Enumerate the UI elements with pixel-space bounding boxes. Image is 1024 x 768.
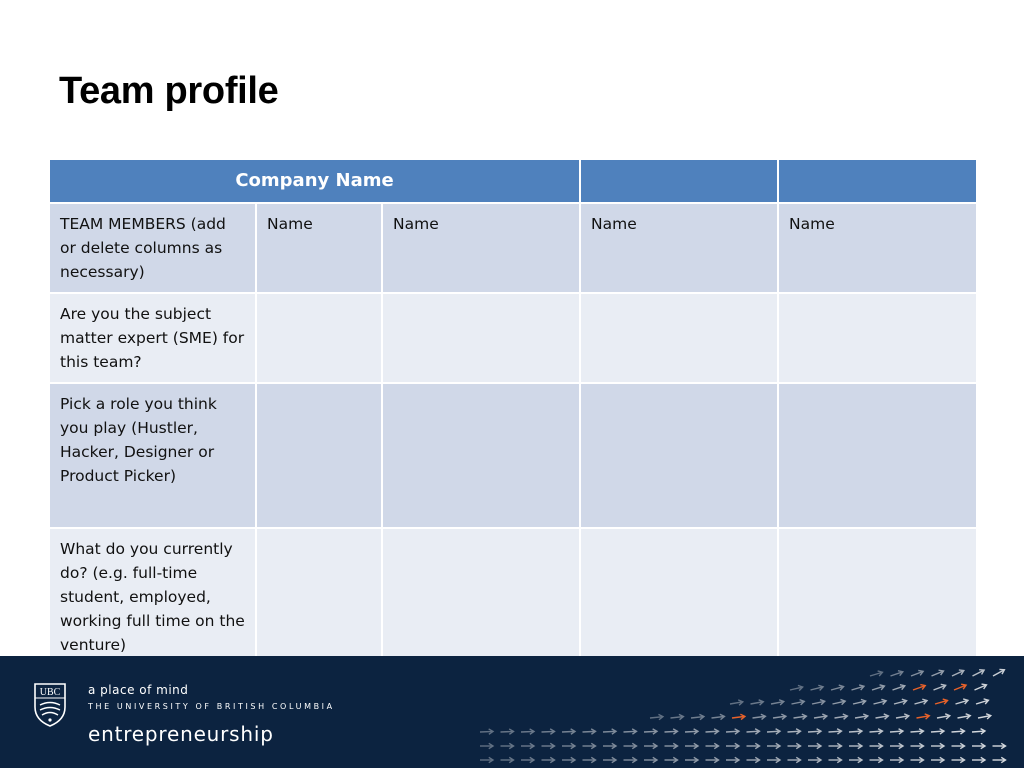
arrow-mark xyxy=(870,743,883,748)
arrow-mark xyxy=(812,700,825,705)
arrow-mark xyxy=(931,743,944,748)
arrow-mark xyxy=(747,757,760,762)
arrow-mark xyxy=(808,729,821,734)
arrow-mark xyxy=(993,669,1004,676)
arrow-mark xyxy=(562,743,575,748)
answer-cell[interactable] xyxy=(580,383,778,528)
arrow-mark xyxy=(917,714,930,719)
arrow-mark xyxy=(583,743,596,748)
arrow-mark xyxy=(893,685,905,690)
arrow-mark xyxy=(665,729,678,734)
arrow-mark xyxy=(934,684,946,690)
arrow-mark xyxy=(542,757,555,762)
arrow-mark xyxy=(685,757,698,762)
arrow-mark xyxy=(480,743,493,748)
arrow-mark xyxy=(726,743,739,748)
arrow-mark xyxy=(952,670,964,676)
arrow-mark xyxy=(975,684,987,690)
arrow-mark xyxy=(644,757,657,762)
company-name-header[interactable]: Company Name xyxy=(49,159,580,203)
arrow-mark xyxy=(753,714,766,719)
arrow-mark xyxy=(583,729,596,734)
arrow-mark xyxy=(808,743,821,748)
arrow-mark xyxy=(891,671,903,676)
arrow-mark xyxy=(913,685,925,690)
arrow-mark xyxy=(894,699,907,704)
arrow-mark xyxy=(732,714,745,719)
answer-cell[interactable] xyxy=(256,383,382,528)
arrow-mark xyxy=(932,670,944,676)
arrow-mark xyxy=(501,729,514,734)
arrow-mark xyxy=(685,729,698,734)
arrow-mark xyxy=(874,699,887,704)
arrow-mark xyxy=(890,729,903,734)
arrow-mark xyxy=(747,729,760,734)
arrow-mark xyxy=(480,757,493,762)
arrow-mark xyxy=(790,685,803,690)
arrow-mark xyxy=(542,729,555,734)
member-name-cell[interactable]: Name xyxy=(256,203,382,293)
row-label: What do you currently do? (e.g. full-time student, employed, working full time on the venture) xyxy=(49,528,256,666)
arrow-mark xyxy=(829,757,842,762)
arrow-mark xyxy=(890,757,903,762)
arrow-mark xyxy=(829,729,842,734)
arrow-mark xyxy=(911,757,924,762)
arrow-mark xyxy=(972,757,985,762)
arrow-mark xyxy=(993,743,1006,748)
arrow-mark xyxy=(562,729,575,734)
member-name-cell[interactable]: Name xyxy=(778,203,977,293)
answer-cell[interactable] xyxy=(580,293,778,383)
arrow-mark xyxy=(480,729,493,734)
row-label: TEAM MEMBERS (add or delete columns as necessary) xyxy=(49,203,256,293)
arrow-mark xyxy=(603,729,616,734)
ubc-footer-band xyxy=(0,656,1024,768)
answer-cell[interactable] xyxy=(382,383,580,528)
answer-cell[interactable] xyxy=(382,293,580,383)
arrow-mark xyxy=(767,757,780,762)
arrow-mark xyxy=(624,743,637,748)
arrow-mark xyxy=(767,729,780,734)
arrow-mark xyxy=(603,757,616,762)
arrow-mark xyxy=(896,714,909,719)
arrow-mark xyxy=(671,714,684,719)
ubc-crest-logo xyxy=(33,683,67,727)
arrow-mark xyxy=(583,757,596,762)
university-name: THE UNIVERSITY OF BRITISH COLUMBIA xyxy=(88,702,335,711)
arrow-mark xyxy=(915,699,928,704)
arrow-mark xyxy=(665,743,678,748)
arrow-mark xyxy=(937,714,950,719)
arrow-mark xyxy=(712,714,725,719)
arrow-mark xyxy=(833,699,846,704)
arrow-mark xyxy=(956,699,968,704)
arrow-mark xyxy=(771,700,784,705)
arrow-mark xyxy=(872,685,884,690)
arrow-mark xyxy=(976,699,988,704)
answer-cell[interactable] xyxy=(778,528,977,666)
arrow-mark xyxy=(788,729,801,734)
answer-cell[interactable] xyxy=(256,528,382,666)
arrow-mark xyxy=(954,684,966,690)
arrow-mark xyxy=(931,757,944,762)
arrow-mark xyxy=(890,743,903,748)
arrow-mark xyxy=(706,743,719,748)
row-label: Are you the subject matter expert (SME) for this team? xyxy=(49,293,256,383)
arrow-mark xyxy=(911,670,923,676)
arrow-mark xyxy=(644,743,657,748)
arrow-mark xyxy=(808,757,821,762)
arrow-mark xyxy=(829,743,842,748)
arrow-mark xyxy=(794,714,807,719)
tagline: a place of mind xyxy=(88,683,189,697)
answer-cell[interactable] xyxy=(382,528,580,666)
member-name-cell[interactable]: Name xyxy=(382,203,580,293)
answer-cell[interactable] xyxy=(778,293,977,383)
crest-text: UBC xyxy=(39,687,61,698)
arrow-mark xyxy=(849,757,862,762)
decorative-arrows xyxy=(470,656,1024,768)
arrow-mark xyxy=(706,757,719,762)
arrow-mark xyxy=(650,714,663,719)
header-cell[interactable] xyxy=(580,159,778,203)
arrow-mark xyxy=(792,700,805,705)
arrow-mark xyxy=(876,714,889,719)
arrow-mark xyxy=(853,699,866,704)
slide-title: Team profile xyxy=(59,70,279,112)
table-header-row xyxy=(49,159,977,203)
arrow-mark xyxy=(501,757,514,762)
answer-cell[interactable] xyxy=(256,293,382,383)
arrow-mark xyxy=(935,699,948,704)
arrow-mark xyxy=(685,743,698,748)
answer-cell[interactable] xyxy=(778,383,977,528)
arrow-mark xyxy=(849,743,862,748)
arrow-mark xyxy=(973,670,985,676)
arrow-mark xyxy=(952,743,965,748)
arrow-mark xyxy=(521,757,534,762)
arrow-mark xyxy=(952,757,965,762)
header-cell[interactable] xyxy=(778,159,977,203)
member-name-cell[interactable]: Name xyxy=(580,203,778,293)
arrow-mark xyxy=(978,714,991,719)
arrow-mark xyxy=(730,700,743,705)
arrow-mark xyxy=(972,729,985,734)
arrow-mark xyxy=(706,729,719,734)
arrow-mark xyxy=(691,714,704,719)
arrow-mark xyxy=(831,685,844,690)
arrow-mark xyxy=(726,729,739,734)
answer-cell[interactable] xyxy=(580,528,778,666)
arrow-mark xyxy=(521,729,534,734)
arrow-mark xyxy=(870,729,883,734)
arrow-mark xyxy=(773,714,786,719)
arrow-mark xyxy=(911,743,924,748)
arrow-mark xyxy=(911,729,924,734)
arrow-mark xyxy=(972,743,985,748)
arrow-mark xyxy=(521,743,534,748)
arrow-mark xyxy=(849,729,862,734)
arrow-mark xyxy=(855,714,868,719)
arrow-mark xyxy=(751,700,764,705)
team-profile-table xyxy=(48,158,978,667)
arrow-mark xyxy=(501,743,514,748)
arrow-mark xyxy=(931,729,944,734)
arrow-mark xyxy=(726,757,739,762)
role-row xyxy=(49,383,977,528)
arrow-mark xyxy=(562,757,575,762)
arrow-mark xyxy=(624,757,637,762)
team-members-row xyxy=(49,203,977,293)
arrow-mark xyxy=(958,714,971,719)
arrow-mark xyxy=(852,685,864,690)
sme-row xyxy=(49,293,977,383)
arrow-mark xyxy=(870,757,883,762)
arrow-mark xyxy=(603,743,616,748)
arrow-mark xyxy=(624,729,637,734)
department-name: entrepreneurship xyxy=(88,722,274,746)
arrow-mark xyxy=(747,743,760,748)
arrow-mark xyxy=(644,729,657,734)
arrow-mark xyxy=(788,743,801,748)
current-activity-row xyxy=(49,528,977,666)
arrow-mark xyxy=(811,685,824,690)
arrow-mark xyxy=(993,757,1006,762)
arrow-mark xyxy=(952,729,965,734)
arrow-mark xyxy=(767,743,780,748)
arrow-mark xyxy=(814,714,827,719)
arrow-mark xyxy=(788,757,801,762)
arrow-mark xyxy=(835,714,848,719)
arrow-mark xyxy=(542,743,555,748)
row-label: Pick a role you think you play (Hustler, Hacker, Designer or Product Picker) xyxy=(49,383,256,528)
arrow-mark xyxy=(665,757,678,762)
arrow-mark xyxy=(870,671,882,676)
